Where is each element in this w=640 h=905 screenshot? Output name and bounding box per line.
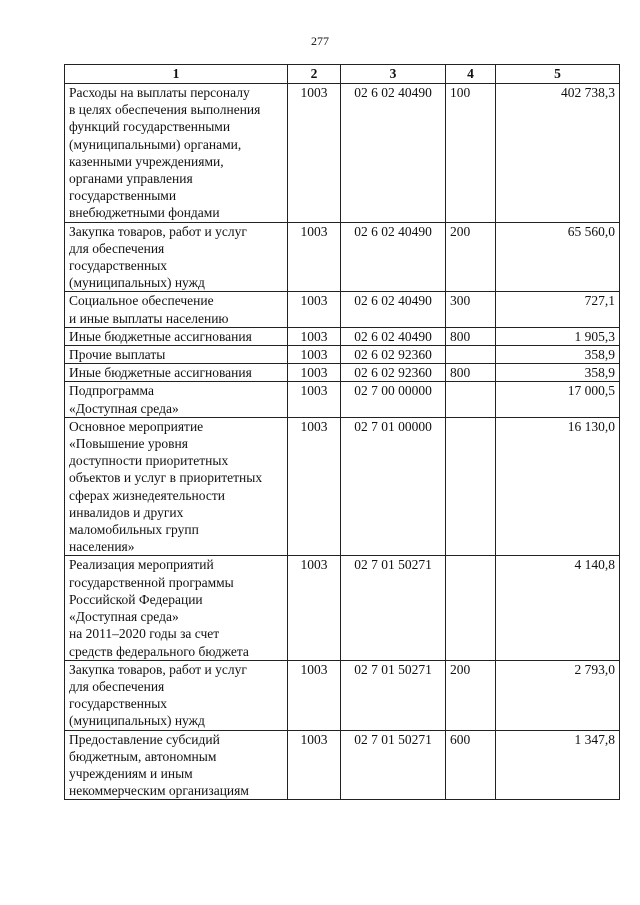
row-name: Основное мероприятие «Повышение уровня доступности приоритетных объектов и услуг в приоритетных сферах жизнедеятельности инвалидов и других маломобильных групп населения»	[65, 417, 288, 556]
table-row	[65, 556, 620, 660]
row-name: Иные бюджетные ассигнования	[65, 364, 288, 382]
table-row	[65, 417, 620, 556]
row-expense-type: 800	[446, 364, 496, 382]
header-col-3: 3	[341, 65, 446, 84]
row-name: Закупка товаров, работ и услуг для обеспечения государственных (муниципальных) нужд	[65, 222, 288, 292]
row-expense-type	[446, 346, 496, 364]
page-number: 277	[311, 34, 329, 48]
row-target-code: 02 7 01 50271	[341, 660, 446, 730]
row-target-code: 02 6 02 92360	[341, 364, 446, 382]
table-row	[65, 660, 620, 730]
row-amount: 65 560,0	[496, 222, 620, 292]
row-section: 1003	[288, 417, 341, 556]
row-target-code: 02 7 01 50271	[341, 556, 446, 660]
row-expense-type: 200	[446, 660, 496, 730]
row-amount: 4 140,8	[496, 556, 620, 660]
row-section: 1003	[288, 292, 341, 327]
row-name: Расходы на выплаты персоналу в целях обеспечения выполнения функций государственными (муниципальными) органами, казенными учреждениями, органами управления государственными внебюджетными фондами	[65, 84, 288, 223]
row-expense-type	[446, 556, 496, 660]
table-row	[65, 346, 620, 364]
row-target-code: 02 6 02 40490	[341, 327, 446, 345]
row-section: 1003	[288, 382, 341, 417]
row-amount: 358,9	[496, 346, 620, 364]
row-target-code: 02 6 02 40490	[341, 292, 446, 327]
header-col-4: 4	[446, 65, 496, 84]
row-section: 1003	[288, 730, 341, 800]
row-name: Иные бюджетные ассигнования	[65, 327, 288, 345]
row-target-code: 02 6 02 92360	[341, 346, 446, 364]
row-amount: 2 793,0	[496, 660, 620, 730]
budget-table	[64, 64, 620, 800]
row-expense-type: 200	[446, 222, 496, 292]
row-name: Реализация мероприятий государственной программы Российской Федерации «Доступная среда» на 2011–2020 годы за счет средств федерального бюджета	[65, 556, 288, 660]
row-amount: 1 347,8	[496, 730, 620, 800]
row-target-code: 02 6 02 40490	[341, 84, 446, 223]
table-row	[65, 730, 620, 800]
header-row	[65, 65, 620, 84]
row-amount: 358,9	[496, 364, 620, 382]
row-expense-type: 800	[446, 327, 496, 345]
table-row	[65, 327, 620, 345]
row-amount: 402 738,3	[496, 84, 620, 223]
row-name: Предоставление субсидий бюджетным, автономным учреждениям и иным некоммерческим организациям	[65, 730, 288, 800]
row-expense-type: 600	[446, 730, 496, 800]
row-amount: 16 130,0	[496, 417, 620, 556]
row-section: 1003	[288, 556, 341, 660]
row-name: Подпрограмма «Доступная среда»	[65, 382, 288, 417]
row-target-code: 02 7 01 50271	[341, 730, 446, 800]
row-expense-type: 300	[446, 292, 496, 327]
row-amount: 17 000,5	[496, 382, 620, 417]
row-amount: 727,1	[496, 292, 620, 327]
row-expense-type: 100	[446, 84, 496, 223]
row-section: 1003	[288, 222, 341, 292]
row-target-code: 02 7 00 00000	[341, 382, 446, 417]
row-target-code: 02 6 02 40490	[341, 222, 446, 292]
table-row	[65, 382, 620, 417]
table-row	[65, 292, 620, 327]
header-col-1: 1	[65, 65, 288, 84]
row-section: 1003	[288, 660, 341, 730]
table-row	[65, 364, 620, 382]
row-expense-type	[446, 417, 496, 556]
row-name: Закупка товаров, работ и услуг для обеспечения государственных (муниципальных) нужд	[65, 660, 288, 730]
row-section: 1003	[288, 84, 341, 223]
row-amount: 1 905,3	[496, 327, 620, 345]
row-name: Прочие выплаты	[65, 346, 288, 364]
header-col-2: 2	[288, 65, 341, 84]
row-section: 1003	[288, 364, 341, 382]
row-target-code: 02 7 01 00000	[341, 417, 446, 556]
table-row	[65, 222, 620, 292]
header-col-5: 5	[496, 65, 620, 84]
row-section: 1003	[288, 327, 341, 345]
row-section: 1003	[288, 346, 341, 364]
row-name: Социальное обеспечение и иные выплаты населению	[65, 292, 288, 327]
table-row	[65, 84, 620, 223]
row-expense-type	[446, 382, 496, 417]
